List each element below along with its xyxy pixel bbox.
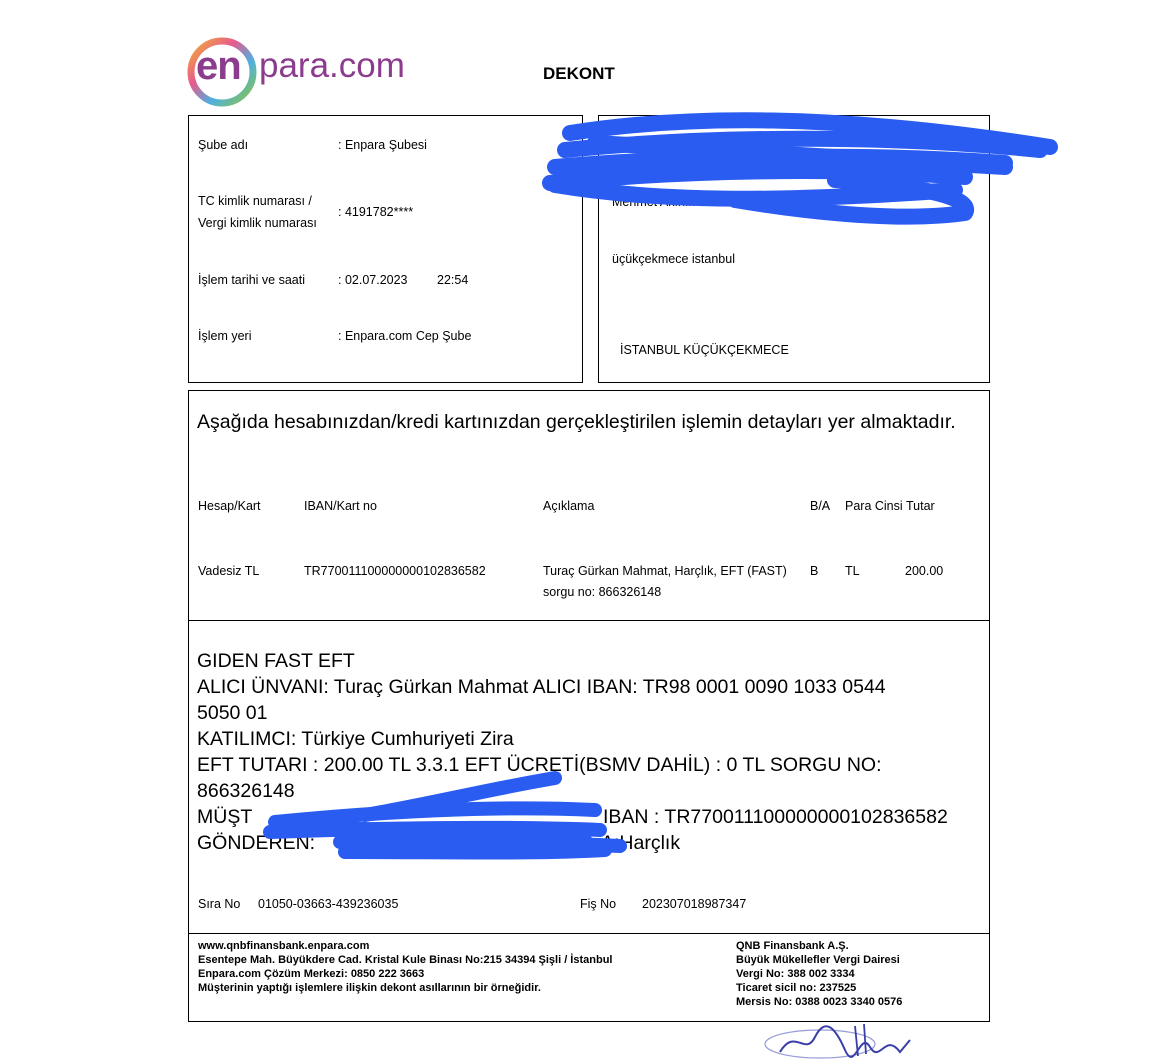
date-label: İşlem tarihi ve saati [198,273,305,287]
detail-intro: Aşağıda hesabınızdan/kredi kartınızdan gerçekleştirilen işlemin detayları yer almaktadır. [197,411,956,433]
eft-line-amount: EFT TUTARI : 200.00 TL 3.3.1 EFT ÜCRETİ(BSMV DAHİL) : 0 TL SORGU NO: [197,754,882,776]
row-amount: 200.00 [905,564,944,578]
footer-tax-no: Vergi No: 388 002 3334 [736,968,855,980]
col-iban-header: IBAN/Kart no [304,499,377,513]
sira-value: 01050-03663-439236035 [258,897,399,911]
row-iban: TR770011100000000102836582 [304,564,486,578]
page-title: DEKONT [543,64,615,83]
row-desc-line1: Turaç Gürkan Mahmat, Harçlık, EFT (FAST) [543,564,787,578]
date-value: : 02.07.2023 [338,273,408,287]
col-ba-header: B/A [810,499,831,513]
eft-line-customer-left: MÜŞT [197,806,253,828]
address-city: İSTANBUL KÜÇÜKÇEKMECE [620,343,789,357]
tc-label-line2: Vergi kimlik numarası [198,216,317,230]
branch-value: : Enpara Şubesi [338,138,427,152]
eft-line-customer-iban: IBAN : TR770011100000000102836582 [603,806,948,828]
footer-phone: Enpara.com Çözüm Merkezi: 0850 222 3663 [198,968,425,980]
col-account-header: Hesap/Kart [198,499,261,513]
eft-line-type: GIDEN FAST EFT [197,650,355,672]
col-amount-header: Tutar [906,499,935,513]
logo-en-text: en [196,44,241,88]
row-account: Vadesiz TL [198,564,260,578]
logo-para-text: para.com [259,46,405,85]
place-label: İşlem yeri [198,329,252,343]
time-value: 22:54 [437,273,469,287]
col-currency-header: Para Cinsi [845,499,903,513]
tc-label-line1: TC kimlik numarası / [198,194,312,208]
footer-website: www.qnbfinansbank.enpara.com [198,940,370,952]
footer-tax-office: Büyük Mükellefler Vergi Dairesi [736,954,900,966]
eft-line-sender-left: GÖNDEREN: [197,832,316,854]
eft-line-iban-cont: 5050 01 [197,702,268,724]
eft-line-query: 866326148 [197,780,295,802]
customer-name-partial: Mehmet Akın... [612,195,696,209]
footer-address: Esentepe Mah. Büyükdere Cad. Kristal Kule Binası No:215 34394 Şişli / İstanbul [198,954,613,966]
row-currency: TL [845,564,860,578]
sira-label: Sıra No [198,897,241,911]
branch-label: Şube adı [198,138,249,152]
footer-disclaimer: Müşterinin yaptığı işlemlere ilişkin dekont asıllarının bir örneğidir. [198,982,541,994]
signature-stamp-icon [760,1022,920,1059]
row-ba: B [810,564,819,578]
col-desc-header: Açıklama [543,499,595,513]
fis-label: Fiş No [580,897,617,911]
enpara-logo [186,36,406,108]
eft-line-sender-desc: A:Harçlık [601,832,681,854]
eft-line-recipient: ALICI ÜNVANI: Turaç Gürkan Mahmat ALICI IBAN: TR98 0001 0090 1033 0544 [197,676,886,698]
footer-mersis: Mersis No: 0388 0023 3340 0576 [736,996,903,1008]
place-value: : Enpara.com Cep Şube [338,329,472,343]
footer-bank-name: QNB Finansbank A.Ş. [736,940,849,952]
fis-value: 202307018987347 [642,897,747,911]
row-desc-line2: sorgu no: 866326148 [543,585,662,599]
footer-trade-reg: Ticaret sicil no: 237525 [736,982,857,994]
address-district: üçükçekmece istanbul [612,252,735,266]
eft-line-participant: KATILIMCI: Türkiye Cumhuriyeti Zira [197,728,514,750]
tc-value: : 4191782**** [338,205,414,219]
